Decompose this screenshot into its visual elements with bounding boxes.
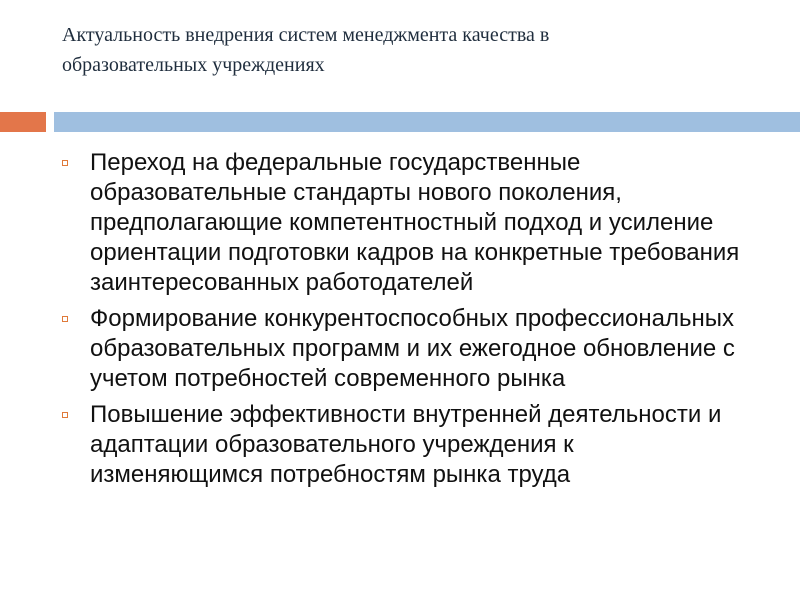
square-bullet-icon — [62, 160, 68, 166]
square-bullet-icon — [62, 316, 68, 322]
bullet-text: Повышение эффективности внутренней деятельности и адаптации образовательного учреждения к изменяющимся потребностям рынка труда — [90, 401, 722, 488]
slide-title: Актуальность внедрения систем менеджмента качества в образовательных учреждениях — [62, 24, 550, 76]
list-item — [62, 304, 752, 394]
list-item — [62, 400, 752, 490]
bullet-list — [62, 148, 752, 496]
square-bullet-icon — [62, 412, 68, 418]
divider-main-bar — [54, 112, 800, 132]
divider-accent-bar — [0, 112, 46, 132]
list-item — [62, 148, 752, 298]
bullet-text: Переход на федеральные государственные образовательные стандарты нового поколения, предполагающие компетентностный подход и усиление ориентации подготовки кадров на конкретные требования заинтересованных работодателей — [90, 149, 740, 296]
bullet-text: Формирование конкурентоспособных профессиональных образовательных программ и их ежегодное обновление с учетом потребностей современного рынка — [90, 305, 735, 392]
